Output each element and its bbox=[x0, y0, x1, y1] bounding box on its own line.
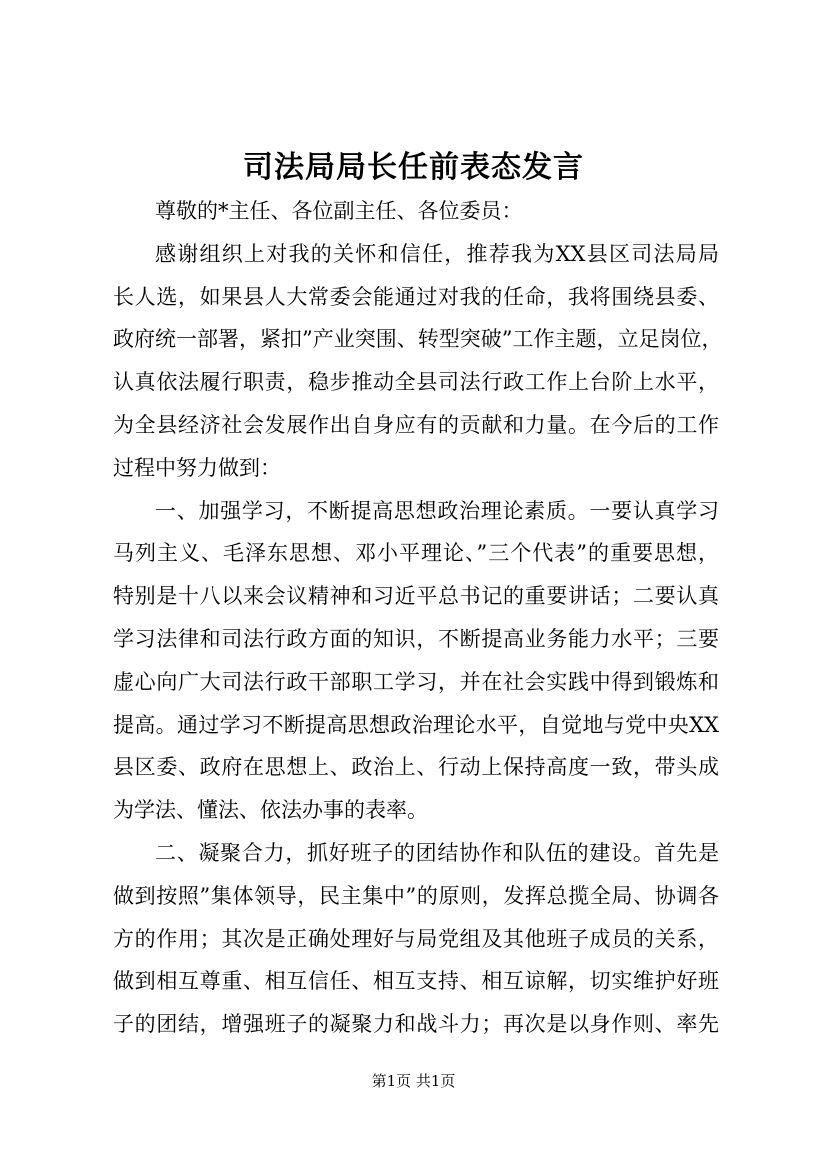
body-line: 尊敬的*主任、各位副主任、各位委员： bbox=[155, 199, 523, 223]
body-line: 为学法、懂法、依法办事的表率。 bbox=[113, 798, 428, 823]
body-line: 二、凝聚合力，抓好班子的团结协作和队伍的建设。首先是 bbox=[155, 840, 719, 865]
body-line: 马列主义、毛泽东思想、邓小平理论、”三个代表”的重要思想， bbox=[113, 541, 719, 566]
body-line: 过程中努力做到： bbox=[113, 455, 281, 480]
body-line: 认真依法履行职责，稳步推动全县司法行政工作上台阶上水平， bbox=[113, 370, 719, 395]
body-line: 政府统一部署，紧扣”产业突围、转型突破”工作主题，立足岗位， bbox=[113, 327, 723, 352]
body-line: 提高。通过学习不断提高思想政治理论水平，自觉地与党中央XX bbox=[113, 712, 719, 737]
document-title: 司法局局长任前表态发言 bbox=[243, 150, 584, 185]
body-line: 感谢组织上对我的关怀和信任，推荐我为XX县区司法局局 bbox=[155, 241, 719, 266]
body-line: 子的团结，增强班子的凝聚力和战斗力；再次是以身作则、率先 bbox=[113, 1012, 719, 1037]
page-footer: 第1页 共1页 bbox=[371, 1072, 456, 1090]
body-line: 特别是十八以来会议精神和习近平总书记的重要讲话；二要认真 bbox=[113, 584, 719, 609]
body-line: 长人选，如果县人大常委会能通过对我的任命，我将围绕县委、 bbox=[113, 284, 719, 309]
body-line: 学习法律和司法行政方面的知识，不断提高业务能力水平；三要 bbox=[113, 626, 719, 651]
document-body bbox=[113, 190, 723, 1046]
body-line: 一、加强学习，不断提高思想政治理论素质。一要认真学习 bbox=[155, 498, 719, 523]
body-line: 为全县经济社会发展作出自身应有的贡献和力量。在今后的工作 bbox=[113, 412, 719, 437]
body-line: 虚心向广大司法行政干部职工学习，并在社会实践中得到锻炼和 bbox=[113, 669, 719, 694]
body-line: 做到相互尊重、相互信任、相互支持、相互谅解，切实维护好班 bbox=[113, 969, 719, 994]
body-line: 做到按照”集体领导，民主集中”的原则，发挥总揽全局、协调各 bbox=[113, 883, 719, 908]
body-line: 方的作用；其次是正确处理好与局党组及其他班子成员的关系， bbox=[113, 926, 719, 951]
body-line: 县区委、政府在思想上、政治上、行动上保持高度一致，带头成 bbox=[113, 755, 719, 780]
